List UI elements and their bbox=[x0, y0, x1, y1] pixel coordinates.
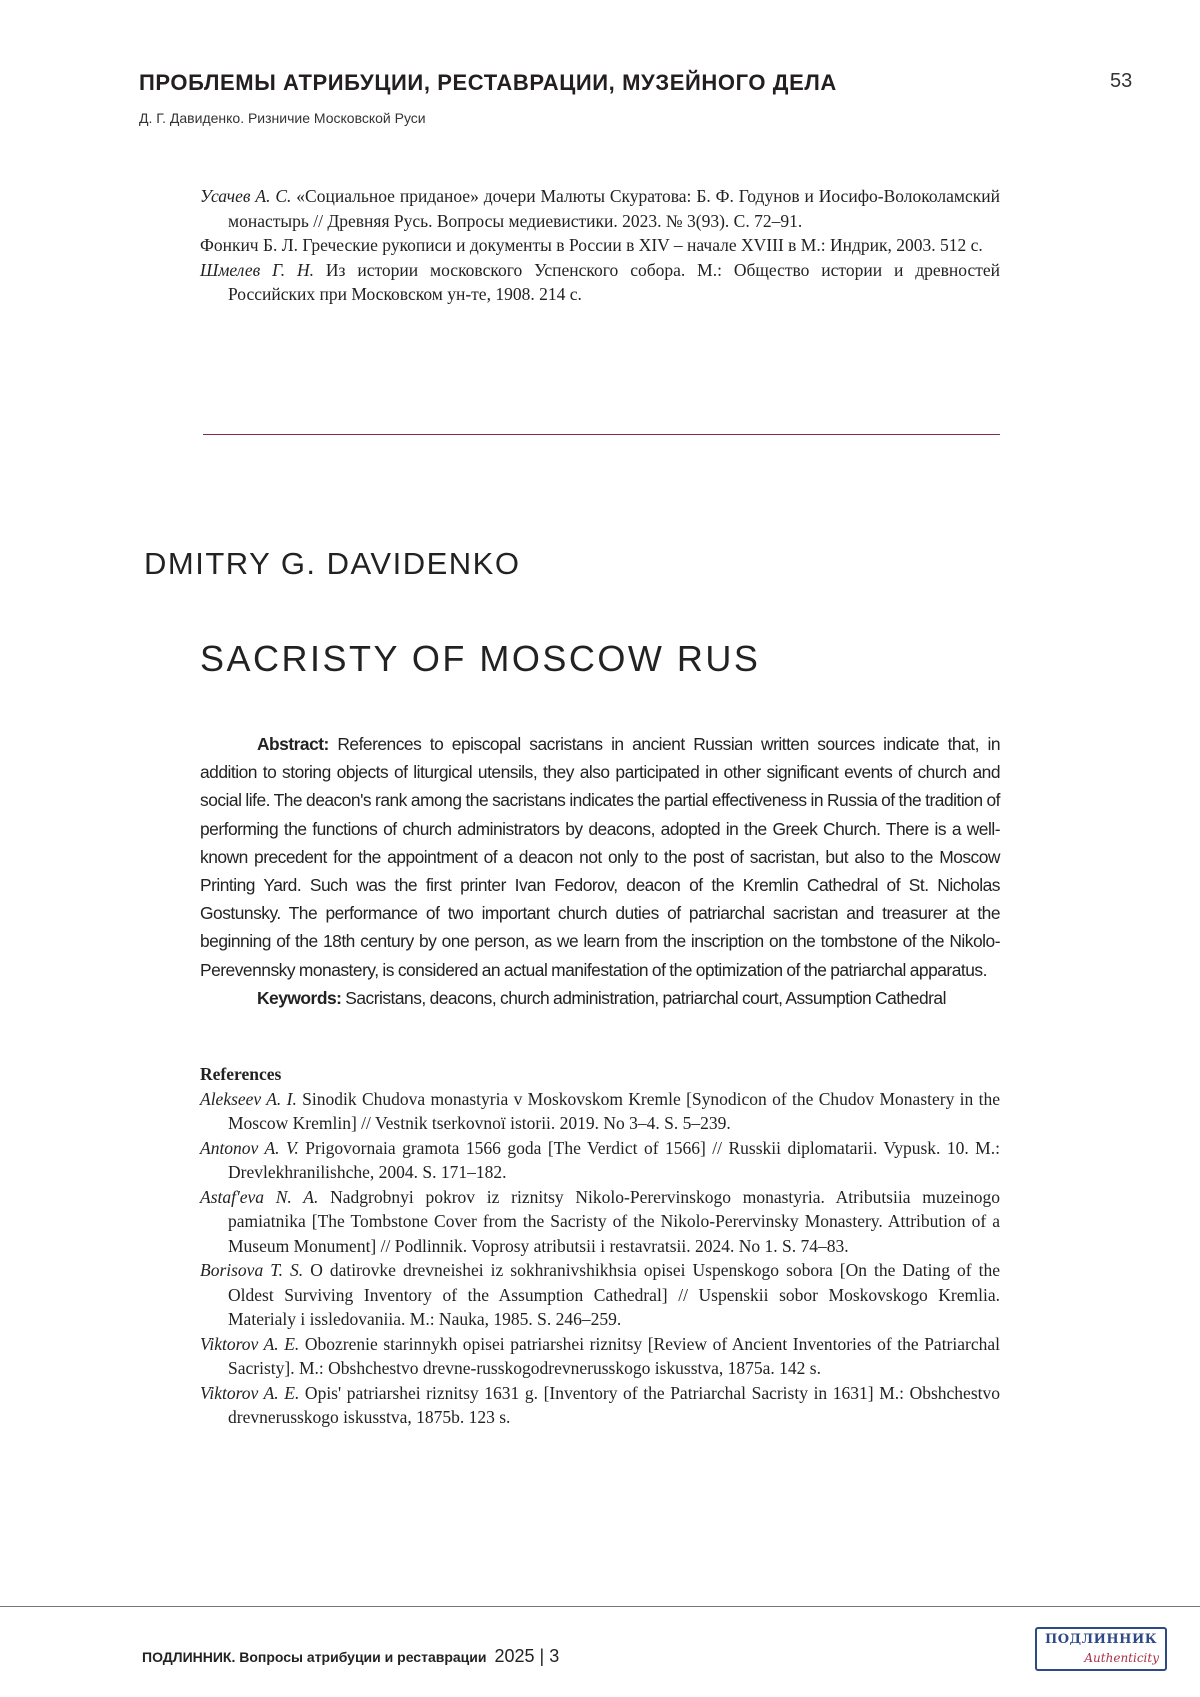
keywords-label: Keywords: bbox=[257, 988, 341, 1008]
section-divider bbox=[203, 434, 1000, 435]
reference-text: Sinodik Chudova monastyria v Moskovskom Kremle [Synodicon of the Chudov Monastery in the Moscow Kremlin] // Vestnik tserkovnoї istorii. 2019. No 3–4. S. 5–239. bbox=[228, 1089, 1000, 1134]
reference-text: Obozrenie starinnykh opisei patriarshei riznitsy [Review of Ancient Inventories of the Patriarchal Sacristy]. M.: Obshchestvo drevne-russkogodrevnerusskogo iskusstva, 1875a. 142 s. bbox=[228, 1334, 1000, 1379]
reference-item bbox=[200, 1185, 1000, 1259]
reference-author: Усачев А. С. bbox=[200, 186, 291, 206]
running-head: Д. Г. Давиденко. Ризничие Московской Руси bbox=[139, 110, 426, 126]
reference-author: Borisova T. S. bbox=[200, 1260, 303, 1280]
journal-logo bbox=[1035, 1627, 1167, 1671]
reference-item bbox=[200, 1087, 1000, 1136]
footer-journal bbox=[142, 1646, 559, 1667]
reference-item bbox=[200, 258, 1000, 307]
page-number: 53 bbox=[1110, 70, 1132, 93]
article-body bbox=[200, 730, 1000, 1430]
logo-text: ПОДЛИННИК bbox=[1037, 1632, 1165, 1648]
references bbox=[200, 1062, 1000, 1430]
article-title: SACRISTY OF MOSCOW RUS bbox=[200, 638, 760, 680]
reference-text: Prigovornaia gramota 1566 goda [The Verdict of 1566] // Russkii diplomatarii. Vypusk. 10. M.: Drevlekhranilishche, 2004. S. 171–182. bbox=[228, 1138, 1000, 1183]
reference-author: Antonov A. V. bbox=[200, 1138, 299, 1158]
reference-text: O datirovke drevneishei iz sokhranivshikhsia opisei Uspenskogo sobora [On the Dating of the Oldest Surviving Inventory of the Assumption Cathedral] // Uspenskii sobor Moskovskogo Kremlia. Materialy i issledovaniia. M.: Nauka, 1985. S. 246–259. bbox=[228, 1260, 1000, 1329]
abstract-text: References to episcopal sacristans in ancient Russian written sources indicate that, in addition to storing objects of liturgical utensils, they also participated in other significant events of church and social life. The deacon's rank among the sacristans indicates the partial effectiveness in Russia of the tradition of performing the functions of church administrators by deacons, adopted in the Greek Church. There is a well-known precedent for the appointment of a deacon not only to the post of sacristan, but also to the Moscow Printing Yard. Such was the first printer Ivan Fedorov, deacon of the Kremlin Cathedral of St. Nicholas Gostunsky. The performance of two important church duties of patriarchal sacristan and treasurer at the beginning of the 18th century by one person, as we learn from the inscription on the tombstone of the Nikolo-Perevennsky monastery, is considered an actual manifestation of the optimization of the patriarchal apparatus. bbox=[200, 734, 1000, 980]
logo-signature: Authenticity bbox=[1084, 1650, 1159, 1666]
reference-item bbox=[200, 1332, 1000, 1381]
footer-divider bbox=[0, 1606, 1200, 1607]
reference-item bbox=[200, 1381, 1000, 1430]
reference-text: Из истории московского Успенского собора. М.: Общество истории и древностей Российских при Московском ун-те, 1908. 214 с. bbox=[228, 260, 1000, 305]
references-heading: References bbox=[200, 1062, 1000, 1087]
keywords-text: Sacristans, deacons, church administration, patriarchal court, Assumption Cathedral bbox=[341, 988, 946, 1008]
article-author: DMITRY G. DAVIDENKO bbox=[144, 546, 520, 582]
reference-text: Opis' patriarshei riznitsy 1631 g. [Inventory of the Patriarchal Sacristy in 1631] M.: Obshchestvo drevnerusskogo iskusstva, 1875b. 123 s. bbox=[228, 1383, 1000, 1428]
footer-issue: 2025 | 3 bbox=[495, 1646, 560, 1666]
abstract-paragraph bbox=[200, 730, 1000, 984]
abstract bbox=[200, 730, 1000, 1012]
reference-author: Alekseev A. I. bbox=[200, 1089, 297, 1109]
abstract-label: Abstract: bbox=[257, 734, 329, 754]
reference-author: Viktorov A. E. bbox=[200, 1334, 299, 1354]
section-title: ПРОБЛЕМЫ АТРИБУЦИИ, РЕСТАВРАЦИИ, МУЗЕЙНОГО ДЕЛА bbox=[139, 70, 837, 96]
russian-references bbox=[200, 184, 1000, 307]
reference-author: Шмелев Г. Н. bbox=[200, 260, 314, 280]
keywords-paragraph bbox=[200, 984, 1000, 1012]
reference-text: Nadgrobnyi pokrov iz riznitsy Nikolo-Perervinskogo monastyria. Atributsiia muzeinogo pamiatnika [The Tombstone Cover from the Sacristy of the Nikolo-Perervinsky Monastery. Attribution of a Museum Monument] // Podlinnik. Voprosy atributsii i restavratsii. 2024. No 1. S. 74–83. bbox=[228, 1187, 1000, 1256]
reference-text: «Социальное приданое» дочери Малюты Скуратова: Б. Ф. Годунов и Иосифо-Волоколамский монастырь // Древняя Русь. Вопросы медиевистики. 2023. № 3(93). С. 72–91. bbox=[228, 186, 1000, 231]
reference-item bbox=[200, 184, 1000, 233]
reference-author: Astaf'eva N. A. bbox=[200, 1187, 318, 1207]
reference-author: Viktorov A. E. bbox=[200, 1383, 299, 1403]
reference-text: Фонкич Б. Л. Греческие рукописи и документы в России в XIV – начале XVIII в М.: Индрик, 2003. 512 с. bbox=[200, 235, 983, 255]
footer-journal-name: ПОДЛИННИК. Вопросы атрибуции и реставрации bbox=[142, 1649, 487, 1665]
reference-item bbox=[200, 1258, 1000, 1332]
reference-item bbox=[200, 1136, 1000, 1185]
reference-item bbox=[200, 233, 1000, 258]
